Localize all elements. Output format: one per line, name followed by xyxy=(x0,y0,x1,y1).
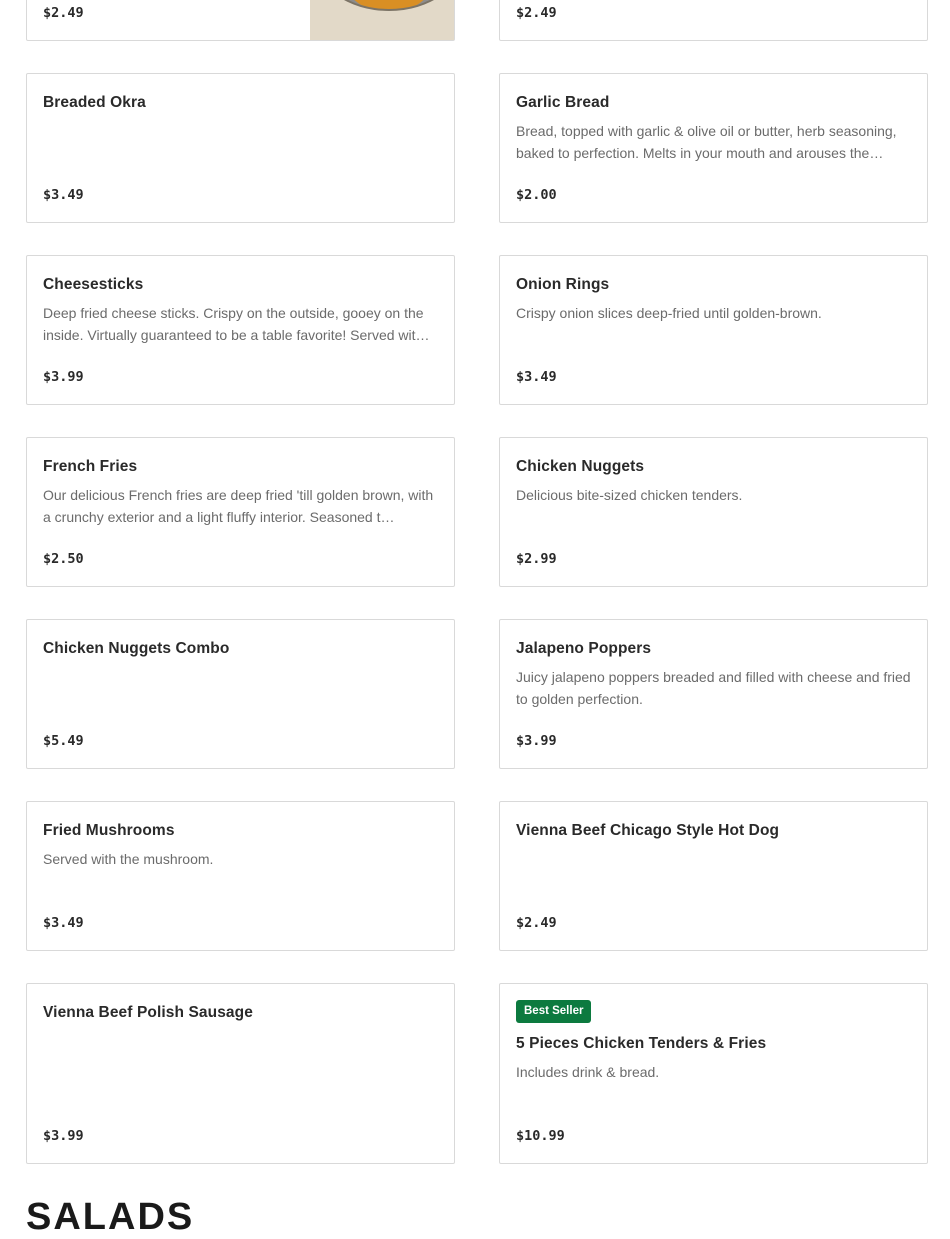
item-description: Juicy jalapeno poppers breaded and filled with cheese and fried to golden perfection. xyxy=(516,669,911,707)
item-price: $2.99 xyxy=(516,551,557,567)
item-price: $3.49 xyxy=(43,187,84,203)
best-seller-badge: Best Seller xyxy=(516,1000,591,1023)
menu-item-card[interactable] xyxy=(499,619,928,769)
item-description: Served with the mushroom. xyxy=(43,851,214,867)
item-name: Breaded Okra xyxy=(43,94,146,111)
item-description: Includes drink & bread. xyxy=(516,1064,660,1080)
item-description: Deep fried cheese sticks. Crispy on the outside, gooey on the inside. Virtually guaranteed to be a table favorite! Served wit… xyxy=(43,305,430,343)
item-price: $2.00 xyxy=(516,187,557,203)
item-name: Fried Mushrooms xyxy=(43,822,175,839)
item-name: Vienna Beef Polish Sausage xyxy=(43,1004,253,1021)
menu-item-card[interactable] xyxy=(26,255,455,405)
item-price: $2.49 xyxy=(516,915,557,931)
item-name: Chicken Nuggets Combo xyxy=(43,640,230,657)
menu-item-card[interactable] xyxy=(26,801,455,951)
menu-item-card[interactable] xyxy=(26,0,455,41)
item-name: French Fries xyxy=(43,458,138,475)
menu-item-card[interactable] xyxy=(26,619,455,769)
item-name: 5 Pieces Chicken Tenders & Fries xyxy=(516,1035,767,1052)
item-description: Delicious bite-sized chicken tenders. xyxy=(516,487,743,503)
item-description: Crispy onion slices deep-fried until golden-brown. xyxy=(516,305,822,321)
menu-item-card[interactable] xyxy=(499,801,928,951)
section-heading: SALADS xyxy=(26,1196,195,1238)
menu-item-card[interactable] xyxy=(26,983,455,1164)
item-price: $3.49 xyxy=(43,915,84,931)
menu-item-card[interactable] xyxy=(26,73,455,223)
item-price: $3.99 xyxy=(43,369,84,385)
menu-item-card[interactable] xyxy=(499,437,928,587)
item-name: Vienna Beef Chicago Style Hot Dog xyxy=(516,822,780,839)
item-name: Garlic Bread xyxy=(516,94,610,111)
item-price: $5.49 xyxy=(43,733,84,749)
menu-item-card[interactable] xyxy=(499,255,928,405)
item-description: Our delicious French fries are deep fried 'till golden brown, with a crunchy exterior and a light fluffy interior. Seasoned t… xyxy=(43,487,434,525)
item-description: Bread, topped with garlic & olive oil or butter, herb seasoning, baked to perfection. Melts in your mouth and arouses the… xyxy=(516,123,897,161)
item-name: Cheesesticks xyxy=(43,276,144,293)
item-name: Chicken Nuggets xyxy=(516,458,645,475)
item-name: Jalapeno Poppers xyxy=(516,640,652,657)
item-price: $3.99 xyxy=(516,733,557,749)
menu-item-card[interactable] xyxy=(26,437,455,587)
item-price: $2.49 xyxy=(516,5,557,21)
item-price: $3.49 xyxy=(516,369,557,385)
menu-item-card[interactable] xyxy=(499,0,928,41)
item-photo xyxy=(310,0,454,40)
item-name: Onion Rings xyxy=(516,276,610,293)
menu-item-card[interactable] xyxy=(499,983,928,1164)
item-price: $3.99 xyxy=(43,1128,84,1144)
menu-item-card[interactable] xyxy=(499,73,928,223)
item-price: $2.49 xyxy=(43,5,84,21)
item-price: $2.50 xyxy=(43,551,84,567)
item-price: $10.99 xyxy=(516,1128,565,1144)
